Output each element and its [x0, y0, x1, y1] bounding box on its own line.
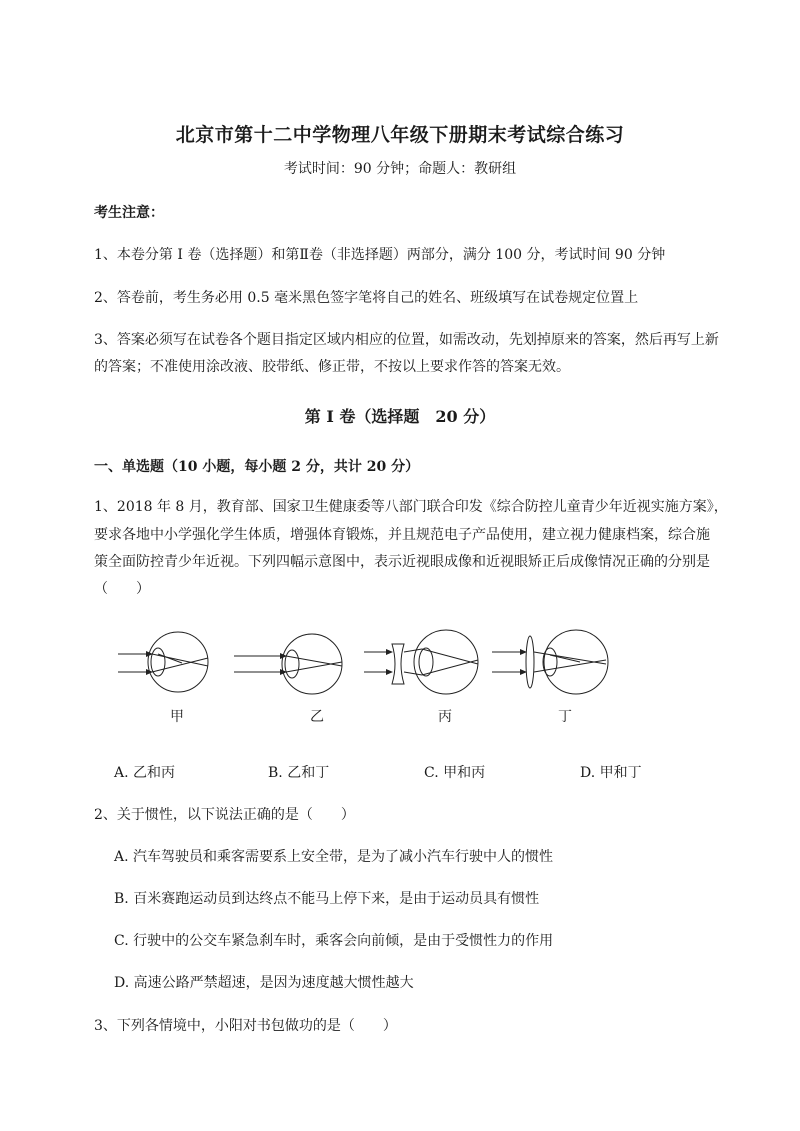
q2-option-c[interactable]: C. 行驶中的公交车紧急刹车时，乘客会向前倾，是由于受惯性力的作用: [114, 933, 554, 949]
q1-line-2: 要求各地中小学强化学生体质，增强体育锻炼，并且规范电子产品使用，建立视力健康档案，综合施: [94, 527, 710, 543]
eye-diagram-jia: [118, 632, 208, 692]
exam-info: 考试时间：90 分钟；命题人：教研组: [283, 161, 517, 177]
figure-label-ding: 丁: [558, 709, 572, 725]
notice-item-3: 3、答案必须写在试卷各个题目指定区域内相应的位置，如需改动，先划掉原来的答案，然后再写上新: [94, 332, 719, 348]
part-heading: 一、单选题（10 小题，每小题 2 分，共计 20 分）: [94, 459, 420, 475]
q3-stem: 3、下列各情境中，小阳对书包做功的是（ ）: [94, 1018, 397, 1034]
notice-item-2: 2、答卷前，考生务必用 0.5 毫米黑色签字笔将自己的姓名、班级填写在试卷规定位置上: [94, 290, 639, 306]
q2-option-d[interactable]: D. 高速公路严禁超速，是因为速度越大惯性越大: [114, 975, 414, 991]
q2-stem: 2、关于惯性，以下说法正确的是（ ）: [94, 807, 355, 823]
eye-diagram-ding: [492, 630, 608, 694]
q1-option-b[interactable]: B. 乙和丁: [268, 765, 330, 781]
figure-label-jia: 甲: [170, 709, 184, 725]
q1-line-3: 策全面防控青少年近视。下列四幅示意图中，表示近视眼成像和近视眼矫正后成像情况正确的分别是: [94, 554, 710, 570]
eye-diagram-yi: [234, 634, 342, 694]
q2-option-b[interactable]: B. 百米赛跑运动员到达终点不能马上停下来，是由于运动员具有惯性: [114, 891, 540, 907]
q1-option-a[interactable]: A. 乙和丙: [114, 765, 176, 781]
notice-heading: 考生注意：: [94, 205, 164, 221]
q2-option-a[interactable]: A. 汽车驾驶员和乘客需要系上安全带，是为了减小汽车行驶中人的惯性: [114, 849, 554, 865]
q1-option-c[interactable]: C. 甲和丙: [424, 765, 486, 781]
q1-option-d[interactable]: D. 甲和丁: [580, 765, 642, 781]
figure-label-bing: 丙: [438, 709, 452, 725]
section-title: 第 I 卷（选择题 20 分）: [304, 407, 496, 426]
eye-diagrams-figure: [110, 622, 620, 722]
page-title: 北京市第十二中学物理八年级下册期末考试综合练习: [175, 124, 625, 146]
notice-item-3-cont: 的答案；不准使用涂改液、胶带纸、修正带，不按以上要求作答的答案无效。: [94, 359, 570, 375]
q1-line-1: 1、2018 年 8 月，教育部、国家卫生健康委等八部门联合印发《综合防控儿童青少年近视实施方案》，: [94, 499, 728, 515]
eye-diagram-bing: [364, 630, 478, 694]
notice-item-1: 1、本卷分第 I 卷（选择题）和第Ⅱ卷（非选择题）两部分，满分 100 分，考试时间 90 分钟: [94, 247, 666, 263]
figure-label-yi: 乙: [310, 709, 324, 725]
q1-line-4: （ ）: [94, 581, 150, 597]
